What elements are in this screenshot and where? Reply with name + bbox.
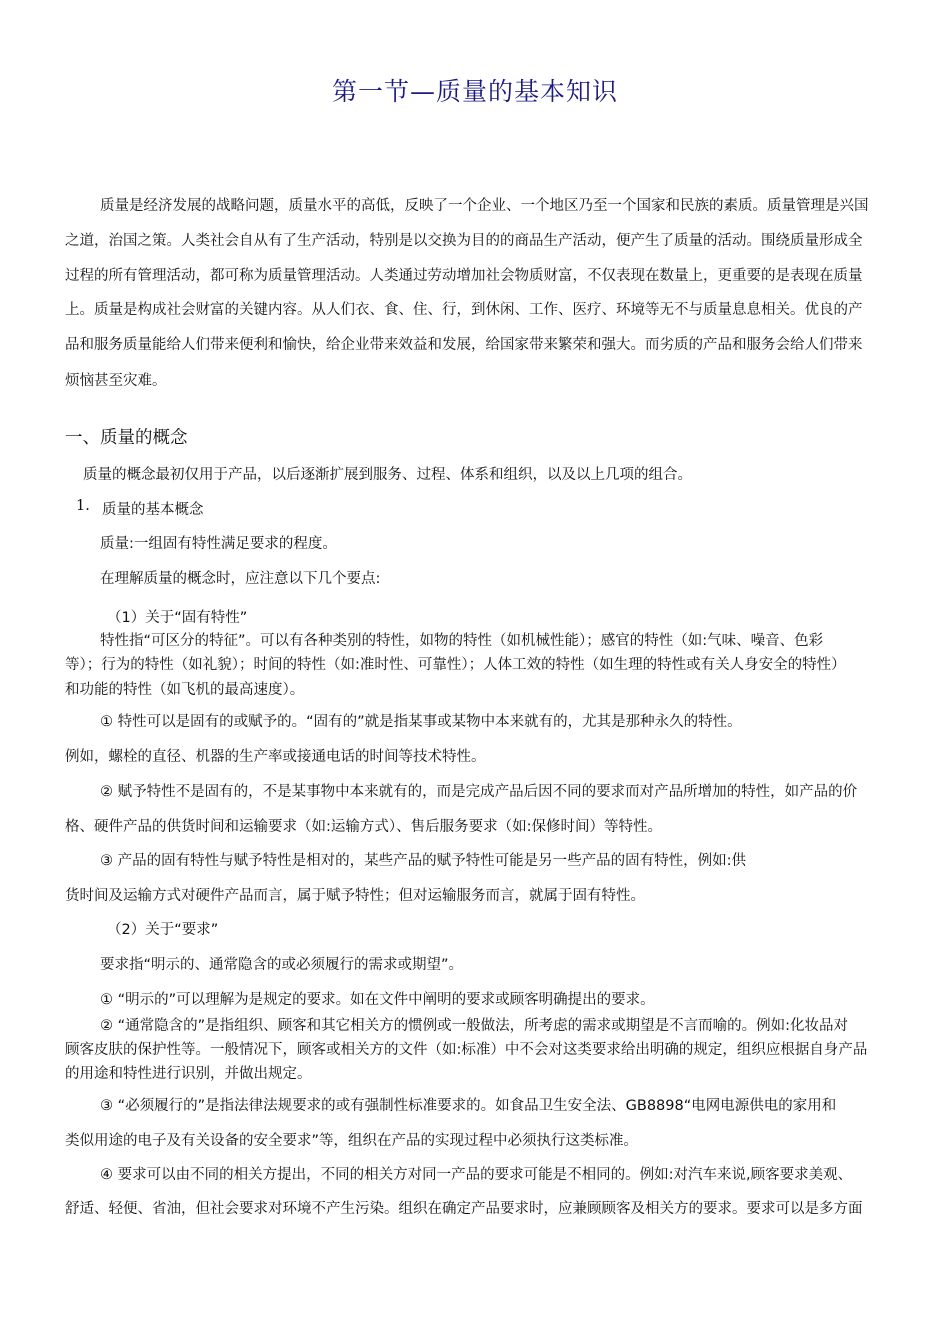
list-item: 例如，螺栓的直径、机器的生产率或接通电话的时间等技术特性。 bbox=[65, 749, 486, 765]
list-item: 格、硬件产品的供货时间和运输要求（如:运输方式）、售后服务要求（如:保修时间）等特性。 bbox=[65, 819, 663, 835]
section-lead: 质量的概念最初仅用于产品，以后逐渐扩展到服务、过程、体系和组织，以及以上几项的组合。 bbox=[83, 467, 692, 483]
intro-line: 过程的所有管理活动，都可称为质量管理活动。人类通过劳动增加社会物质财富，不仅表现在数量上，更重要的是表现在质量 bbox=[65, 268, 863, 284]
list-item: ① 特性可以是固有的或赋予的。“固有的”就是指某事或某物中本来就有的，尤其是那种永久的特性。 bbox=[100, 714, 742, 730]
list-item: ④ 要求可以由不同的相关方提出，不同的相关方对同一产品的要求可能是不相同的。例如:对汽车来说,顾客要求美观、 bbox=[100, 1167, 853, 1183]
list-item: ① “明示的”可以理解为是规定的要求。如在文件中阐明的要求或顾客明确提出的要求。 bbox=[100, 992, 655, 1008]
subsection-title: 质量的基本概念 bbox=[102, 502, 204, 518]
list-item: 货时间及运输方式对硬件产品而言，属于赋予特性；但对运输服务而言，就属于固有特性。 bbox=[65, 888, 645, 904]
point-body-line: 等）；行为的特性（如礼貌）；时间的特性（如:准时性、可靠性）；人体工效的特性（如生理的特性或有关人身安全的特性） bbox=[65, 657, 846, 673]
intro-line: 上。质量是构成社会财富的关键内容。从人们衣、食、住、行，到休闲、工作、医疗、环境等无不与质量息息相关。优良的产 bbox=[65, 302, 863, 318]
list-item: 的用途和特性进行识别，并做出规定。 bbox=[65, 1066, 312, 1082]
point-body-line: 和功能的特性（如飞机的最高速度）。 bbox=[65, 682, 305, 698]
intro-line: 质量是经济发展的战略问题，质量水平的高低，反映了一个企业、一个地区乃至一个国家和民族的素质。质量管理是兴国 bbox=[100, 198, 869, 214]
intro-line: 烦恼甚至灾难。 bbox=[65, 373, 167, 389]
list-item: ③ “必须履行的”是指法律法规要求的或有强制性标准要求的。如食品卫生安全法、GB8898“电网电源供电的家用和 bbox=[100, 1098, 837, 1114]
point-title: （2）关于“要求” bbox=[107, 922, 219, 938]
intro-line: 之道，治国之策。人类社会自从有了生产活动，特别是以交换为目的的商品生产活动，便产生了质量的活动。围绕质量形成全 bbox=[65, 233, 863, 249]
definition: 质量:一组固有特性满足要求的程度。 bbox=[100, 536, 337, 552]
intro-line: 品和服务质量能给人们带来便利和愉快，给企业带来效益和发展，给国家带来繁荣和强大。而劣质的产品和服务会给人们带来 bbox=[65, 337, 863, 353]
point-title: （1）关于“固有特性” bbox=[107, 610, 248, 626]
note: 在理解质量的概念时，应注意以下几个要点: bbox=[100, 571, 381, 587]
list-item: ② 赋予特性不是固有的，不是某事物中本来就有的，而是完成产品后因不同的要求而对产品所增加的特性，如产品的价 bbox=[100, 784, 858, 800]
list-item: ③ 产品的固有特性与赋予特性是相对的，某些产品的赋予特性可能是另一些产品的固有特性，例如:供 bbox=[100, 853, 746, 869]
list-item: ② “通常隐含的”是指组织、顾客和其它相关方的惯例或一般做法，所考虑的需求或期望是不言而喻的。例如:化妆品对 bbox=[100, 1018, 849, 1034]
section-heading: 一、质量的概念 bbox=[65, 428, 188, 448]
point-body-line: 特性指“可区分的特征”。可以有各种类别的特性，如物的特性（如机械性能）；感官的特性（如:气味、噪音、色彩 bbox=[100, 633, 824, 649]
list-item: 顾客皮肤的保护性等。一般情况下，顾客或相关方的文件（如:标准）中不会对这类要求给出明确的规定，组织应根据自身产品 bbox=[65, 1042, 868, 1058]
point-definition: 要求指“明示的、通常隐含的或必须履行的需求或期望”。 bbox=[100, 957, 464, 973]
list-item: 类似用途的电子及有关设备的安全要求”等，组织在产品的实现过程中必须执行这类标准。 bbox=[65, 1133, 639, 1149]
list-item: 舒适、轻便、省油，但社会要求对环境不产生污染。组织在确定产品要求时，应兼顾顾客及相关方的要求。要求可以是多方面 bbox=[65, 1201, 863, 1217]
subsection-number: 1. bbox=[76, 498, 90, 514]
page-title: 第一节—质量的基本知识 bbox=[331, 77, 618, 106]
